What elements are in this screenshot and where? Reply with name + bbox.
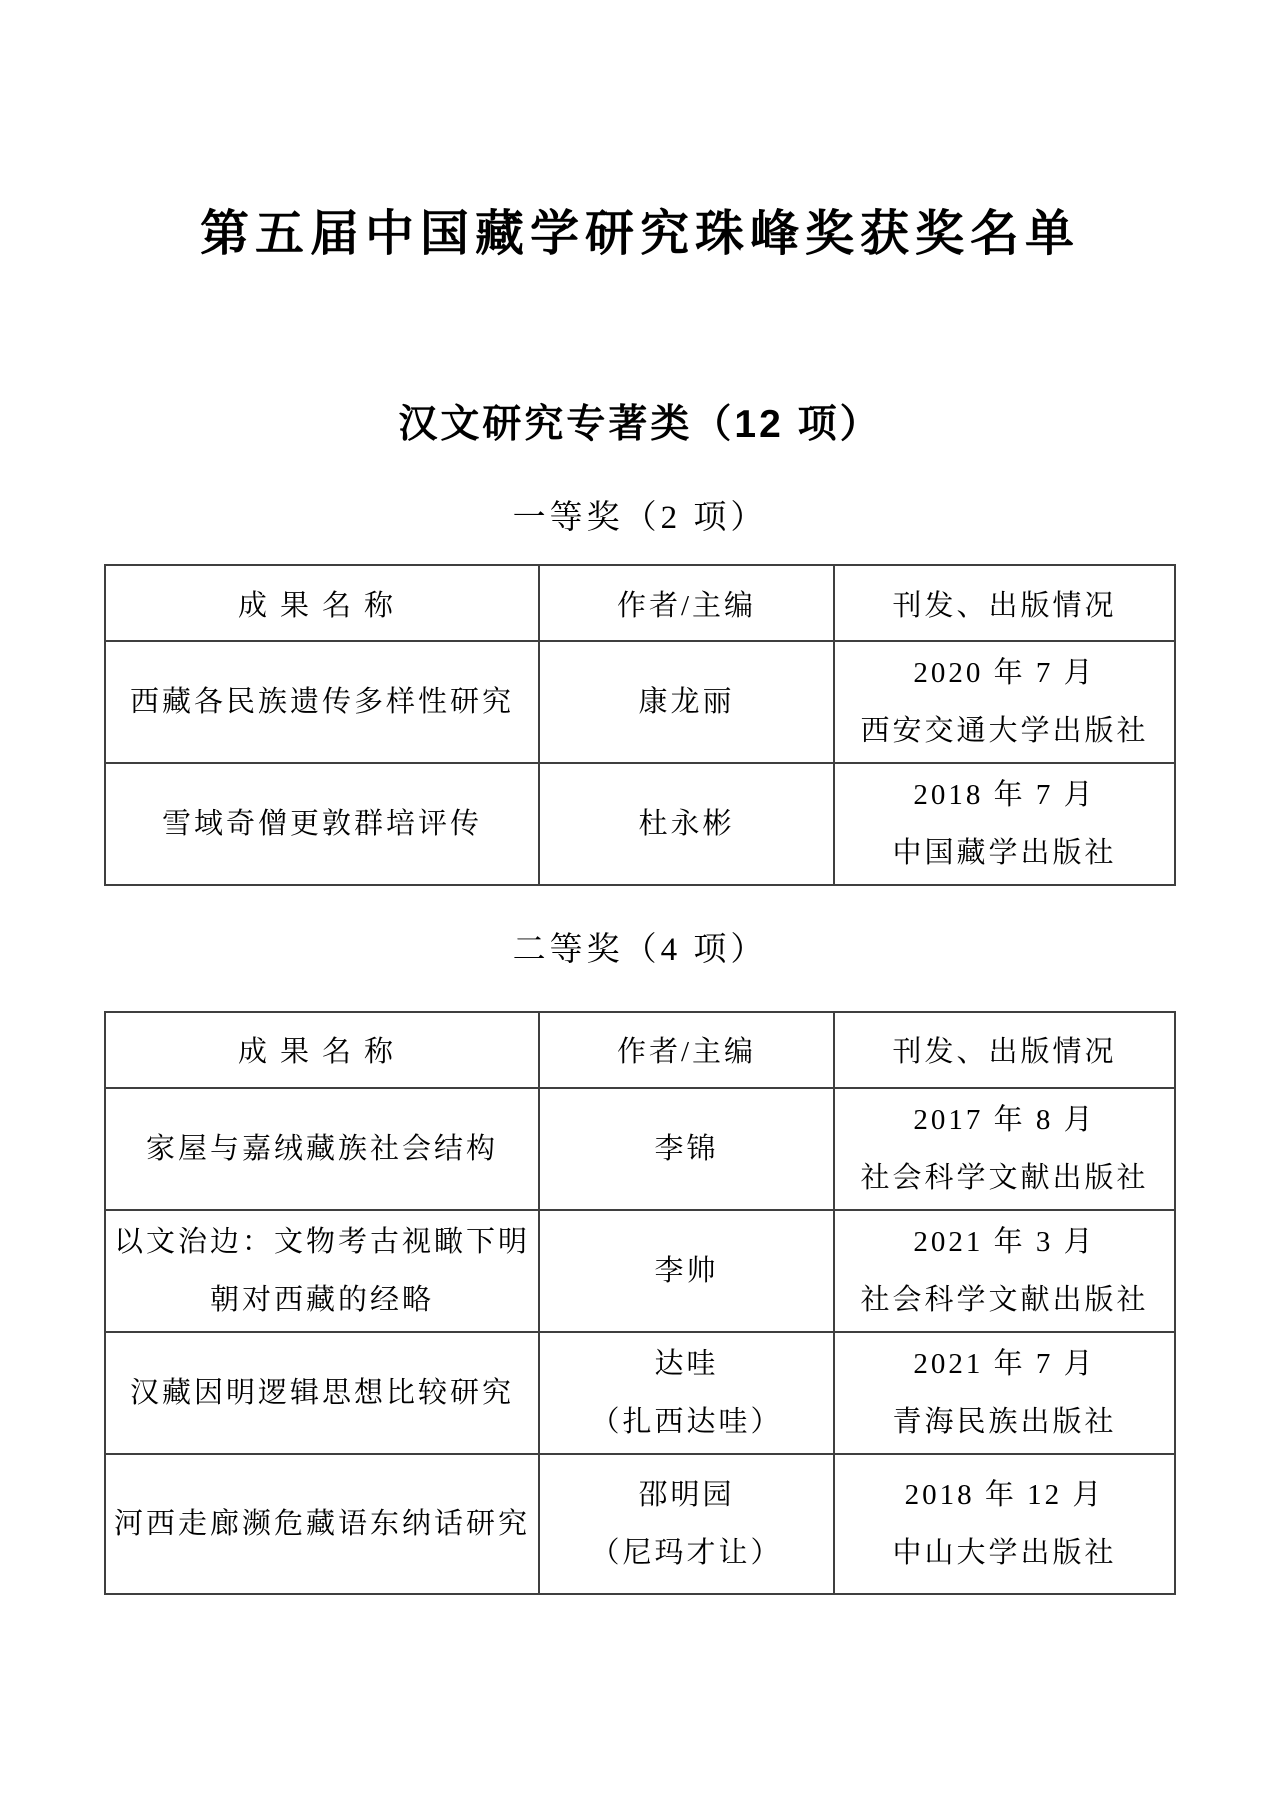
publication-cell: [834, 763, 1175, 885]
second-prize-table: [104, 1011, 1176, 1595]
document-title: 第五届中国藏学研究珠峰奖获奖名单: [199, 206, 1080, 261]
author-cell: [539, 1332, 834, 1454]
cell-line: 2020 年 7 月: [913, 657, 1096, 690]
work-title-cell: 雪域奇僧更敦群培评传: [105, 763, 539, 885]
work-title-cell: 汉藏因明逻辑思想比较研究: [105, 1332, 539, 1454]
cell-line: 西安交通大学出版社: [860, 715, 1149, 748]
table-row: [105, 1210, 1175, 1332]
author-cell: [539, 641, 834, 763]
second-prize-heading: 二等奖（4 项）: [512, 932, 768, 969]
work-title-cell: 西藏各民族遗传多样性研究: [105, 641, 539, 763]
first-prize-heading: 一等奖（2 项）: [512, 499, 768, 536]
cell-line: （扎西达哇）: [590, 1405, 783, 1438]
header-work-title: 成果名称: [105, 565, 539, 641]
publication-cell: [834, 641, 1175, 763]
work-title-cell: 以文治边：文物考古视瞰下明朝对西藏的经略: [105, 1210, 539, 1332]
cell-line: 2018 年 7 月: [913, 779, 1096, 812]
cell-line: 康龙丽: [638, 686, 735, 719]
table-header-row: [105, 1012, 1175, 1088]
cell-line: 2018 年 12 月: [904, 1478, 1105, 1511]
work-title-cell: 家屋与嘉绒藏族社会结构: [105, 1088, 539, 1210]
header-work-title: 成果名称: [105, 1012, 539, 1088]
table-row: [105, 641, 1175, 763]
work-title-cell: 河西走廊濒危藏语东纳话研究: [105, 1454, 539, 1594]
cell-line: 李帅: [654, 1254, 719, 1287]
author-cell: [539, 1454, 834, 1594]
cell-line: （尼玛才让）: [590, 1536, 783, 1569]
table-row: [105, 1088, 1175, 1210]
cell-line: 中国藏学出版社: [892, 837, 1117, 870]
cell-line: 社会科学文献出版社: [860, 1161, 1149, 1194]
publication-cell: [834, 1332, 1175, 1454]
header-author: 作者/主编: [539, 565, 834, 641]
cell-line: 杜永彬: [638, 808, 735, 841]
cell-line: 2017 年 8 月: [913, 1103, 1096, 1136]
cell-line: 2021 年 3 月: [913, 1225, 1096, 1258]
category-heading: 汉文研究专著类（12 项）: [398, 402, 882, 446]
author-cell: [539, 1088, 834, 1210]
header-publication: 刊发、出版情况: [834, 565, 1175, 641]
publication-cell: [834, 1088, 1175, 1210]
table-row: [105, 1332, 1175, 1454]
author-cell: [539, 763, 834, 885]
cell-line: 达哇: [654, 1347, 719, 1380]
cell-line: 社会科学文献出版社: [860, 1283, 1149, 1316]
author-cell: [539, 1210, 834, 1332]
cell-line: 李锦: [654, 1132, 719, 1165]
table-row: [105, 1454, 1175, 1594]
cell-line: 2021 年 7 月: [913, 1347, 1096, 1380]
cell-line: 中山大学出版社: [892, 1536, 1117, 1569]
header-author: 作者/主编: [539, 1012, 834, 1088]
cell-line: 邵明园: [638, 1478, 735, 1511]
header-publication: 刊发、出版情况: [834, 1012, 1175, 1088]
table-header-row: [105, 565, 1175, 641]
publication-cell: [834, 1454, 1175, 1594]
first-prize-table: [104, 564, 1176, 886]
table-row: [105, 763, 1175, 885]
cell-line: 青海民族出版社: [892, 1405, 1117, 1438]
publication-cell: [834, 1210, 1175, 1332]
